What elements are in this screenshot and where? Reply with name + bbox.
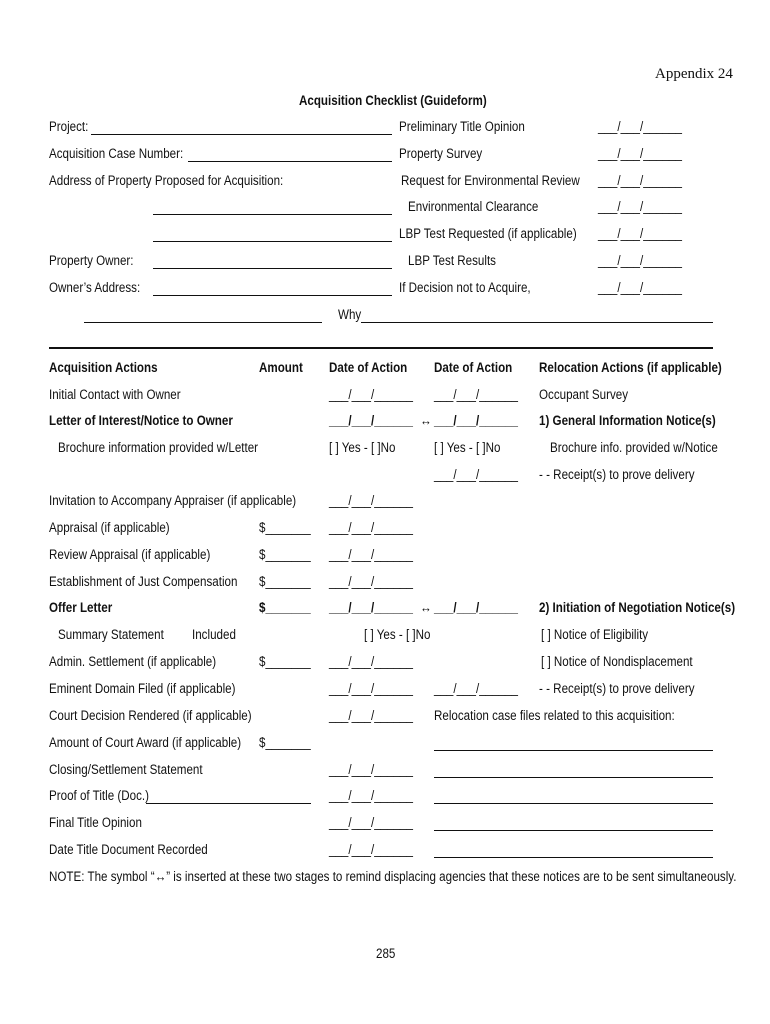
date-recorded-date[interactable]: ___/___/______ [329,842,413,857]
admin-settlement-amount[interactable]: $_______ [259,654,311,669]
closing-label: Closing/Settlement Statement [49,762,203,777]
final-title-label: Final Title Opinion [49,815,142,830]
court-decision-label: Court Decision Rendered (if applicable) [49,708,252,723]
address-label: Address of Property Proposed for Acquisition: [49,173,284,188]
initial-contact-date2[interactable]: ___/___/______ [434,387,518,402]
decision-date[interactable]: ___/___/______ [598,280,682,295]
initiation-notice-label: 2) Initiation of Negotiation Notice(s) [539,600,736,615]
col-date2: Date of Action [434,360,513,375]
review-appraisal-date[interactable]: ___/___/______ [329,547,413,562]
env-clearance-date[interactable]: ___/___/______ [598,199,682,214]
date-recorded-label: Date Title Document Recorded [49,842,208,857]
nondisplacement-checkbox[interactable]: [ ] Notice of Nondisplacement [541,654,693,669]
just-comp-amount[interactable]: $_______ [259,574,311,589]
case-file-line-1[interactable] [434,750,713,751]
letter-interest-date2[interactable]: ___/___/______ [434,413,518,428]
footnote: NOTE: The symbol “↔” is inserted at these two stages to remind displacing agencies that these notices are to be sent simultaneously. [49,869,737,884]
brochure-label: Brochure information provided w/Letter [58,440,259,455]
appraisal-amount[interactable]: $_______ [259,520,311,535]
included-yes-no[interactable]: [ ] Yes - [ ]No [364,627,431,642]
invitation-label: Invitation to Accompany Appraiser (if applicable) [49,493,297,508]
letter-interest-label: Letter of Interest/Notice to Owner [49,413,233,428]
brochure-yes-no-2[interactable]: [ ] Yes - [ ]No [434,440,501,455]
case-file-line-3[interactable] [434,803,713,804]
summary-statement-label: Summary Statement [58,627,164,642]
lbp-results-date[interactable]: ___/___/______ [598,253,682,268]
eligibility-checkbox[interactable]: [ ] Notice of Eligibility [541,627,649,642]
owner-label: Property Owner: [49,253,134,268]
included-label: Included [192,627,236,642]
receipt-date[interactable]: ___/___/______ [434,467,518,482]
proof-title-date[interactable]: ___/___/______ [329,788,413,803]
survey-label: Property Survey [399,146,483,161]
why-left-line[interactable] [84,322,322,323]
page-number: 285 [376,946,396,961]
survey-date[interactable]: ___/___/______ [598,146,682,161]
env-review-date[interactable]: ___/___/______ [598,173,682,188]
page-title: Acquisition Checklist (Guideform) [299,93,487,108]
appendix-label: Appendix 24 [655,66,733,82]
appraisal-date[interactable]: ___/___/______ [329,520,413,535]
col-relocation: Relocation Actions (if applicable) [539,360,722,375]
proof-title-line[interactable] [146,803,311,804]
arrow-icon: ↔ [420,413,432,428]
just-comp-date[interactable]: ___/___/______ [329,574,413,589]
initial-contact-date1[interactable]: ___/___/______ [329,387,413,402]
offer-letter-date1[interactable]: ___/___/______ [329,600,413,615]
initial-contact-label: Initial Contact with Owner [49,387,181,402]
section-divider [49,347,713,349]
env-review-label: Request for Environmental Review [401,173,580,188]
owner-line[interactable] [153,268,392,269]
why-line[interactable] [361,322,713,323]
closing-date[interactable]: ___/___/______ [329,762,413,777]
project-line[interactable] [91,134,392,135]
eminent-domain-date2[interactable]: ___/___/______ [434,681,518,696]
decision-label: If Decision not to Acquire, [399,280,531,295]
final-title-date[interactable]: ___/___/______ [329,815,413,830]
project-label: Project: [49,119,89,134]
review-appraisal-label: Review Appraisal (if applicable) [49,547,211,562]
env-clearance-label: Environmental Clearance [408,199,539,214]
brochure-notice-label: Brochure info. provided w/Notice [550,440,718,455]
prelim-title-label: Preliminary Title Opinion [399,119,525,134]
court-award-label: Amount of Court Award (if applicable) [49,735,242,750]
admin-settlement-date[interactable]: ___/___/______ [329,654,413,669]
brochure-yes-no-1[interactable]: [ ] Yes - [ ]No [329,440,396,455]
case-file-line-2[interactable] [434,777,713,778]
prelim-title-date[interactable]: ___/___/______ [598,119,682,134]
receipts-label-2: - - Receipt(s) to prove delivery [539,681,695,696]
case-file-line-5[interactable] [434,857,713,858]
admin-settlement-label: Admin. Settlement (if applicable) [49,654,217,669]
case-number-label: Acquisition Case Number: [49,146,184,161]
lbp-results-label: LBP Test Results [408,253,496,268]
col-date1: Date of Action [329,360,408,375]
address-line-1[interactable] [153,214,392,215]
col-actions: Acquisition Actions [49,360,158,375]
lbp-requested-label: LBP Test Requested (if applicable) [399,226,577,241]
receipts-label-1: - - Receipt(s) to prove delivery [539,467,695,482]
case-number-line[interactable] [188,161,392,162]
proof-title-label: Proof of Title (Doc.) [49,788,150,803]
lbp-requested-date[interactable]: ___/___/______ [598,226,682,241]
eminent-domain-date1[interactable]: ___/___/______ [329,681,413,696]
why-label: Why [338,307,362,322]
address-line-2[interactable] [153,241,392,242]
just-comp-label: Establishment of Just Compensation [49,574,238,589]
court-decision-date[interactable]: ___/___/______ [329,708,413,723]
owner-address-line[interactable] [153,295,392,296]
case-files-label: Relocation case files related to this acquisition: [434,708,675,723]
review-appraisal-amount[interactable]: $_______ [259,547,311,562]
appraisal-label: Appraisal (if applicable) [49,520,170,535]
occupant-survey-label: Occupant Survey [539,387,629,402]
letter-interest-date1[interactable]: ___/___/______ [329,413,413,428]
offer-letter-amount[interactable]: $_______ [259,600,311,615]
arrow-icon: ↔ [420,600,432,615]
general-notice-label: 1) General Information Notice(s) [539,413,716,428]
offer-letter-label: Offer Letter [49,600,113,615]
invitation-date[interactable]: ___/___/______ [329,493,413,508]
case-file-line-4[interactable] [434,830,713,831]
col-amount: Amount [259,360,303,375]
offer-letter-date2[interactable]: ___/___/______ [434,600,518,615]
eminent-domain-label: Eminent Domain Filed (if applicable) [49,681,236,696]
court-award-amount[interactable]: $_______ [259,735,311,750]
owner-address-label: Owner’s Address: [49,280,141,295]
